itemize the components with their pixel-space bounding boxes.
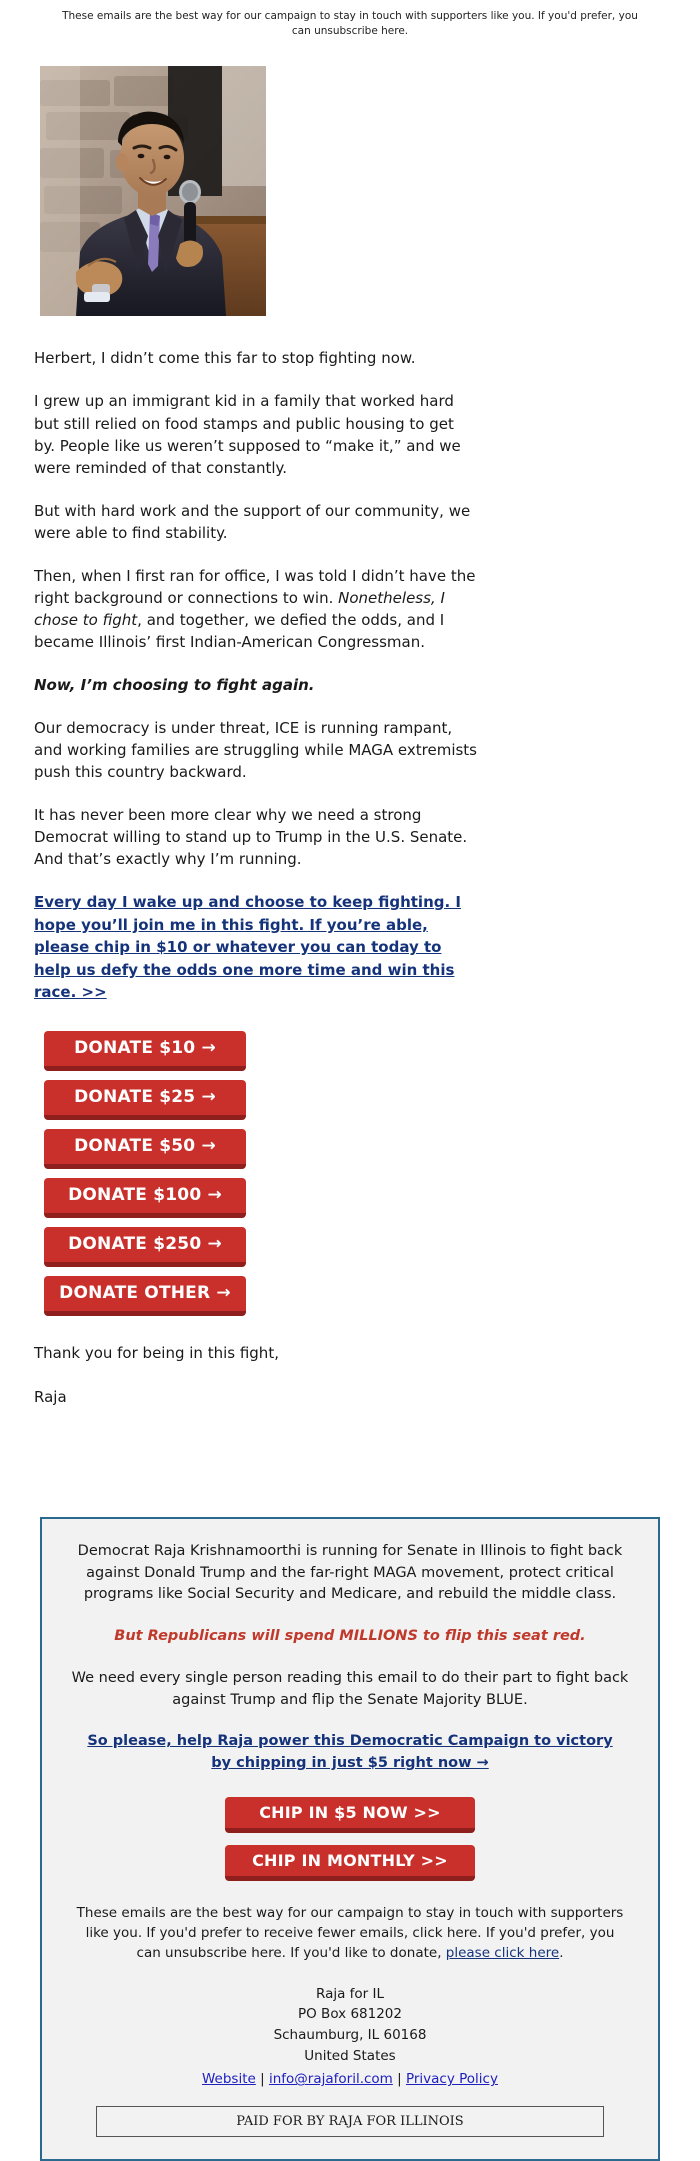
- paid-for-disclaimer: PAID FOR BY RAJA FOR ILLINOIS: [96, 2106, 604, 2137]
- address-org: Raja for IL: [315, 1985, 385, 2002]
- letter-heading-fight-again: Now, I’m choosing to fight again.: [34, 675, 315, 694]
- footer-card: [40, 1517, 660, 2161]
- preheader-text: These emails are the best way for our campaign to stay in touch with supporters like you. If you'd prefer, you can unsubscribe here.: [62, 10, 638, 38]
- footer-legal-text: [68, 1903, 632, 1964]
- para-then-suffix: , and together, we defied the odds, and I became Illinois’ first Indian-American Congressman.: [34, 610, 445, 651]
- privacy-policy-link[interactable]: Privacy Policy: [405, 2071, 498, 2088]
- signoff-block: [0, 1316, 700, 1409]
- section-spacer: [0, 1431, 700, 1517]
- legal-text-before-link: These emails are the best way for our campaign to stay in touch with supporters like you. If you'd prefer to receive fewer emails, click here. If you'd prefer, you can unsubscribe here. If you'd like to donate,: [76, 1904, 624, 1962]
- footer-intro-text: Democrat Raja Krishnamoorthi is running for Senate in Illinois to fight back against Donald Trump and the far-right MAGA movement, protect critical programs like Social Security and Medicare, and rebuild the middle class.: [77, 1542, 623, 1603]
- email-link[interactable]: info@rajaforil.com: [268, 2071, 393, 2088]
- letter-paragraph-senate: It has never been more clear why we need a strong Democrat willing to stand up to Trump in the U.S. Senate. And that’s exactly why I’m running.: [34, 806, 468, 869]
- signoff-name: Raja: [34, 1388, 67, 1407]
- signoff-thanks: Thank you for being in this fight,: [34, 1343, 279, 1362]
- chip-in-5-now-button[interactable]: CHIP IN $5 NOW >>: [225, 1797, 475, 1833]
- donate-100-button[interactable]: DONATE $100 →: [44, 1178, 246, 1218]
- website-link[interactable]: Website: [202, 2071, 256, 2088]
- letter-paragraph-first-run: [34, 565, 479, 653]
- letter-paragraph-stability: But with hard work and the support of our community, we were able to find stability.: [34, 501, 471, 542]
- legal-text-after-link: .: [559, 1945, 564, 1962]
- donate-50-button[interactable]: DONATE $50 →: [44, 1129, 246, 1169]
- footer-need-text: We need every single person reading this email to do their part to fight back against Trump and flip the Senate Majority BLUE.: [71, 1669, 629, 1708]
- donate-250-button[interactable]: DONATE $250 →: [44, 1227, 246, 1267]
- donate-25-button[interactable]: DONATE $25 →: [44, 1080, 246, 1120]
- letter-paragraph-greeting: Herbert, I didn’t come this far to stop fighting now.: [34, 349, 416, 368]
- hero-image-block: [0, 39, 700, 316]
- link-separator-2: |: [392, 2071, 406, 2088]
- footer-chip-in-link[interactable]: So please, help Raja power this Democratic Campaign to victory by chipping in just $5 right now →: [87, 1733, 613, 1772]
- donate-button-grid: [0, 1026, 470, 1316]
- letter-paragraph-upbringing: I grew up an immigrant kid in a family that worked hard but still relied on food stamps and public housing to get by. People like us weren’t supposed to “make it,” and we were reminded of that constantly.: [34, 392, 461, 477]
- inline-donate-cta-link[interactable]: Every day I wake up and choose to keep fighting. I hope you’ll join me in this fight. If you’re able, please chip in $10 or whatever you can today to help us defy the odds one more time and win this race. >>: [34, 893, 461, 1002]
- please-click-here-link[interactable]: please click here: [445, 1945, 560, 1962]
- address-country: United States: [304, 2048, 396, 2065]
- para-then-prefix: Then, when I first ran for office, I was told I didn’t have the right background or connections to win.: [34, 566, 476, 607]
- chip-in-now-row: [68, 1797, 632, 1833]
- footer-address-block: [68, 1984, 632, 2068]
- candidate-photo: [40, 66, 266, 316]
- link-separator-1: |: [255, 2071, 269, 2088]
- address-po-box: PO Box 681202: [298, 2006, 402, 2023]
- address-city-state-zip: Schaumburg, IL 60168: [273, 2027, 427, 2044]
- chip-in-monthly-row: [68, 1845, 632, 1881]
- donate-other-button[interactable]: DONATE OTHER →: [44, 1276, 246, 1316]
- footer-links-row: [68, 2069, 632, 2090]
- footer-alert-text: But Republicans will spend MILLIONS to flip this seat red.: [114, 1628, 586, 1645]
- letter-paragraph-democracy: Our democracy is under threat, ICE is running rampant, and working families are struggling while MAGA extremists push this country backward.: [34, 719, 477, 782]
- para-then-italic: Nonetheless, I chose to fight: [34, 588, 445, 629]
- donate-10-button[interactable]: DONATE $10 →: [44, 1031, 246, 1071]
- letter-body: [0, 347, 700, 1003]
- chip-in-monthly-button[interactable]: CHIP IN MONTHLY >>: [225, 1845, 475, 1881]
